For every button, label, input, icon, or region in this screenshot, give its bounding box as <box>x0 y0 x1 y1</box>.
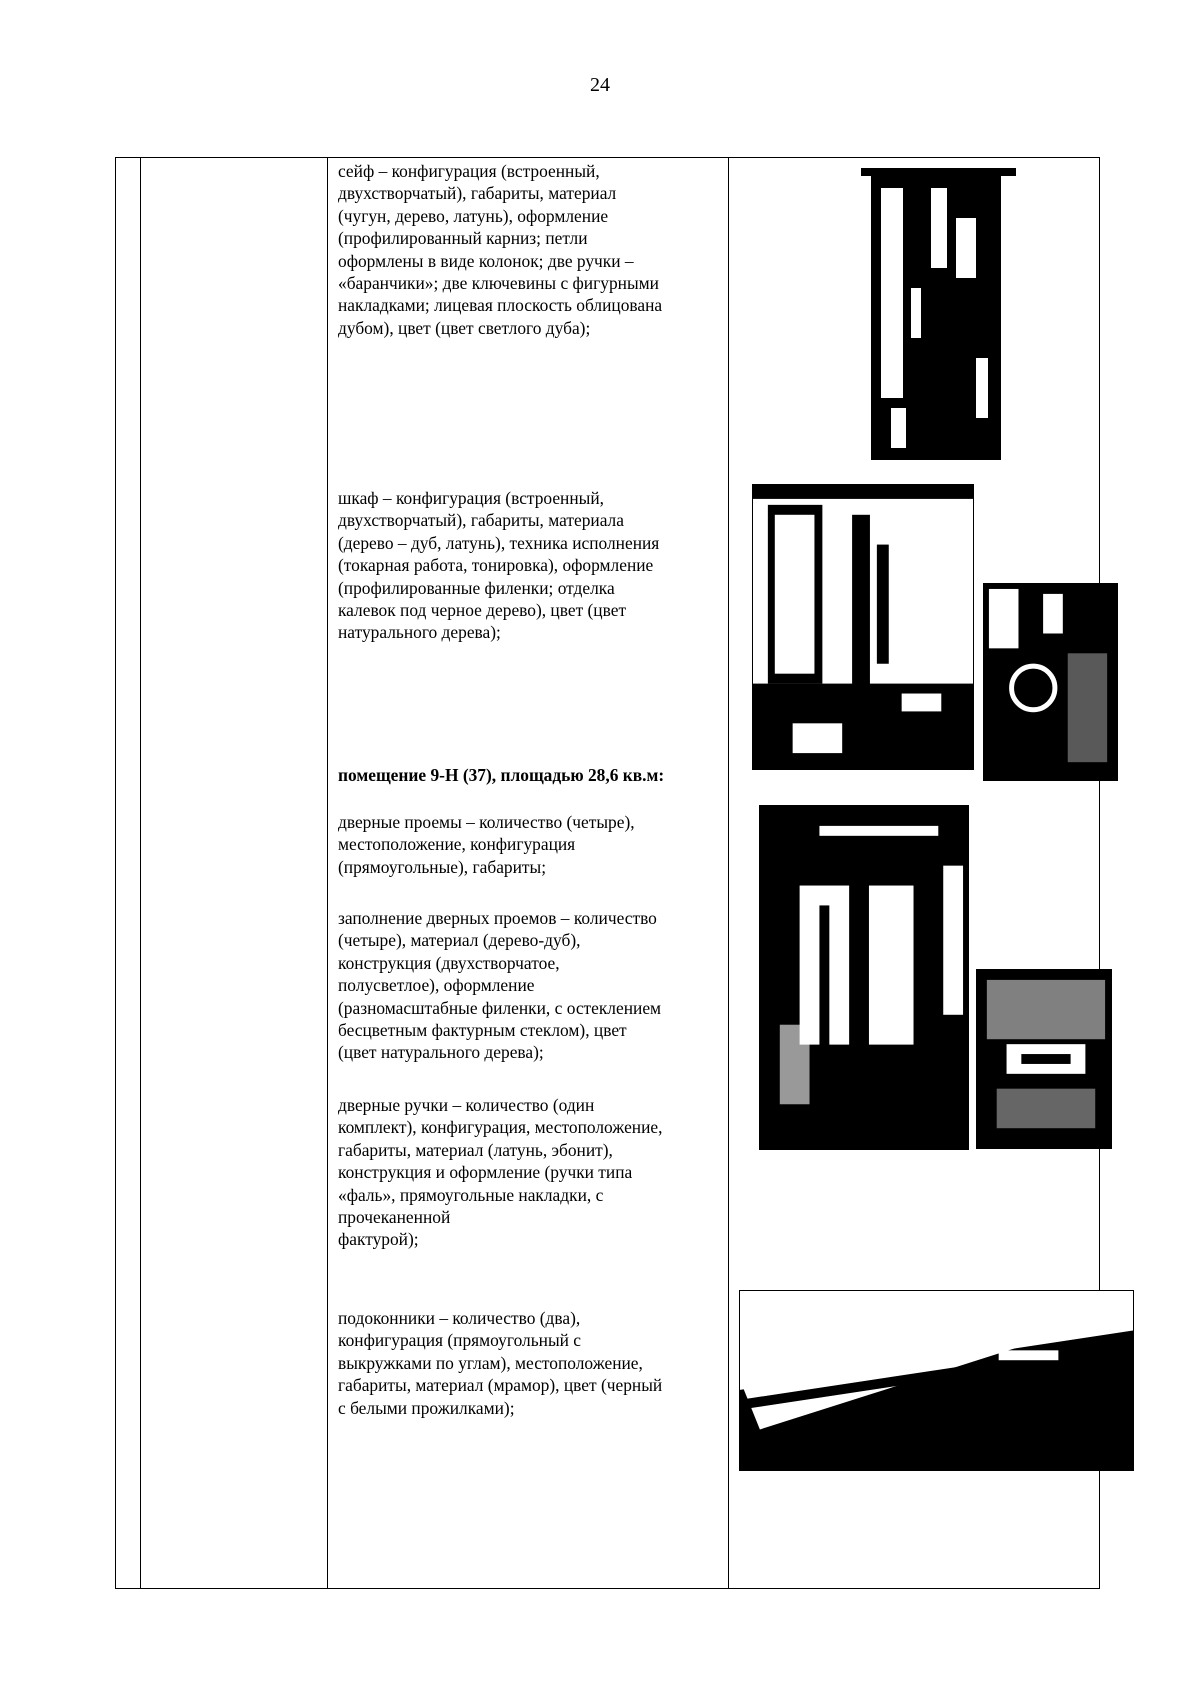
door-photo <box>759 805 969 1150</box>
page-number: 24 <box>590 74 610 96</box>
safe-photo <box>861 158 1016 460</box>
item-safe-description: сейф – конфигурация (встроенный, двухстворчатый), габариты, материал (чугун, дерево, латунь), оформление (профилированный карниз; петли оформлены в виде колонок; две ручки – «баранчики»; две ключевины с фигурными накладками; лицевая плоскость облицована дубом), цвет (цвет светлого дуба); <box>338 161 663 338</box>
item-door-fill-description: заполнение дверных проемов – количество (четыре), материал (дерево-дуб), конструкция (двухстворчатое, полусветлое), оформление (разномасштабные филенки, с остеклением бесцветным фактурным стеклом), цвет (цвет натурального дерева); <box>338 908 662 1063</box>
column-divider-3 <box>728 157 729 1589</box>
cabinet-handle-photo <box>983 583 1118 781</box>
column-divider-1 <box>140 157 141 1589</box>
item-door-openings-description: дверные проемы – количество (четыре), местоположение, конфигурация (прямоугольные), габариты; <box>338 812 635 877</box>
item-windowsills-description: подоконники – количество (два), конфигурация (прямоугольный с выкружками по углам), местоположение, габариты, материал (мрамор), цвет (черный с белыми прожилками); <box>338 1308 663 1418</box>
section-heading: помещение 9-Н (37), площадью 28,6 кв.м: <box>338 765 665 785</box>
column-divider-2 <box>327 157 328 1589</box>
cabinet-photo <box>752 484 974 770</box>
item-door-handles-description: дверные ручки – количество (один комплект), конфигурация, местоположение, габариты, материал (латунь, эбонит), конструкция и оформление (ручки типа «фаль», прямоугольные накладки, с прочеканенной фактурой); <box>338 1095 663 1250</box>
door-handle-photo <box>976 969 1112 1149</box>
item-cabinet-description: шкаф – конфигурация (встроенный, двухстворчатый), габариты, материала (дерево – дуб, латунь), техника исполнения (токарная работа, тонировка), оформление (профилированные филенки; отделка калевок под черное дерево), цвет (цвет натурального дерева); <box>338 488 660 643</box>
windowsill-photo <box>739 1290 1134 1471</box>
